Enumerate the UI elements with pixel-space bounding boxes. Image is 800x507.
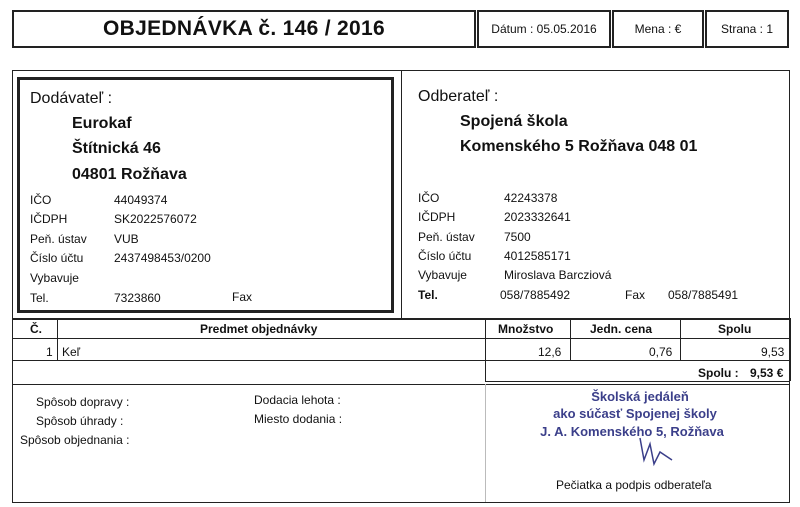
customer-handler-label: Vybavuje xyxy=(418,268,467,282)
supplier-fax-label: Fax xyxy=(232,290,253,304)
ordering-label: Spôsob objednania : xyxy=(20,433,130,447)
col-header-item: Predmet objednávky xyxy=(200,322,318,336)
supplier-street: Štítnická 46 xyxy=(72,140,161,157)
table-header-border xyxy=(12,338,790,339)
stamp-line-2: ako súčasť Spojenej školy xyxy=(553,406,717,421)
row-item: Keľ xyxy=(62,345,81,359)
transport-label: Spôsob dopravy : xyxy=(36,395,130,409)
row-total: 9,53 xyxy=(761,345,785,359)
customer-icdph-value: 2023332641 xyxy=(504,210,571,224)
sum-label: Spolu : xyxy=(698,366,739,380)
customer-tel-label: Tel. xyxy=(418,288,438,302)
stamp-line-3: J. A. Komenského 5, Rožňava xyxy=(540,424,724,439)
supplier-account-label: Číslo účtu xyxy=(30,251,84,265)
document-title: OBJEDNÁVKA č. 146 / 2016 xyxy=(103,17,385,40)
customer-fax-label: Fax xyxy=(625,288,646,302)
page-box xyxy=(705,10,789,48)
table-top-border xyxy=(12,318,790,320)
customer-ico-value: 42243378 xyxy=(504,191,558,205)
customer-handler-value: Miroslava Barcziová xyxy=(504,268,612,282)
customer-address: Komenského 5 Rožňava 048 01 xyxy=(460,138,698,155)
page-field: Strana : 1 xyxy=(720,22,774,36)
row-qty: 12,6 xyxy=(538,345,562,359)
col-divider xyxy=(570,318,571,360)
signature-label: Pečiatka a podpis odberateľa xyxy=(556,478,712,492)
date-field: Dátum : 05.05.2016 xyxy=(491,22,597,36)
supplier-heading: Dodávateľ : xyxy=(30,90,113,107)
supplier-city: 04801 Rožňava xyxy=(72,166,187,183)
supplier-handler-label: Vybavuje xyxy=(30,271,79,285)
customer-heading: Odberateľ : xyxy=(418,88,499,105)
col-divider xyxy=(790,318,791,381)
currency-box xyxy=(612,10,704,48)
col-divider xyxy=(485,318,486,381)
customer-ico-label: IČO xyxy=(418,191,440,205)
customer-fax-value: 058/7885491 xyxy=(668,288,739,302)
supplier-account-value: 2437498453/0200 xyxy=(114,251,211,265)
supplier-ico-value: 44049374 xyxy=(114,193,168,207)
delivery-place-label: Miesto dodania : xyxy=(254,412,343,426)
customer-account-value: 4012585171 xyxy=(504,249,571,263)
supplier-name: Eurokaf xyxy=(72,115,132,132)
col-divider xyxy=(57,318,58,360)
col-header-qty: Množstvo xyxy=(498,322,554,336)
supplier-tel-label: Tel. xyxy=(30,291,49,305)
col-header-unit-price: Jedn. cena xyxy=(590,322,653,336)
footer-border xyxy=(12,384,790,385)
stamp-line-1: Školská jedáleň xyxy=(591,389,689,404)
supplier-bank-value: VUB xyxy=(114,232,139,246)
sum-border xyxy=(485,381,790,382)
sum-value: 9,53 € xyxy=(750,366,784,380)
payment-label: Spôsob úhrady : xyxy=(36,414,124,428)
supplier-tel-value: 7323860 xyxy=(114,291,161,305)
col-header-no: Č. xyxy=(30,322,42,336)
supplier-ico-label: IČO xyxy=(30,193,52,207)
signature xyxy=(630,430,680,470)
stamp-divider xyxy=(485,384,486,502)
customer-bank-label: Peň. ústav xyxy=(418,230,475,244)
customer-tel-value: 058/7885492 xyxy=(500,288,571,302)
supplier-bank-label: Peň. ústav xyxy=(30,232,87,246)
delivery-term-label: Dodacia lehota : xyxy=(254,393,341,407)
supplier-icdph-value: SK2022576072 xyxy=(114,212,197,226)
customer-account-label: Číslo účtu xyxy=(418,249,472,263)
row-unit-price: 0,76 xyxy=(649,345,673,359)
customer-bank-value: 7500 xyxy=(504,230,531,244)
customer-name: Spojená škola xyxy=(460,113,568,130)
table-row-border xyxy=(12,360,790,361)
title-box xyxy=(12,10,476,48)
supplier-icdph-label: IČDPH xyxy=(30,212,68,226)
col-header-total: Spolu xyxy=(718,322,752,336)
customer-icdph-label: IČDPH xyxy=(418,210,456,224)
row-no: 1 xyxy=(46,345,53,359)
party-divider xyxy=(401,70,402,318)
currency-field: Mena : € xyxy=(634,22,682,36)
col-divider xyxy=(680,318,681,360)
date-box xyxy=(477,10,611,48)
